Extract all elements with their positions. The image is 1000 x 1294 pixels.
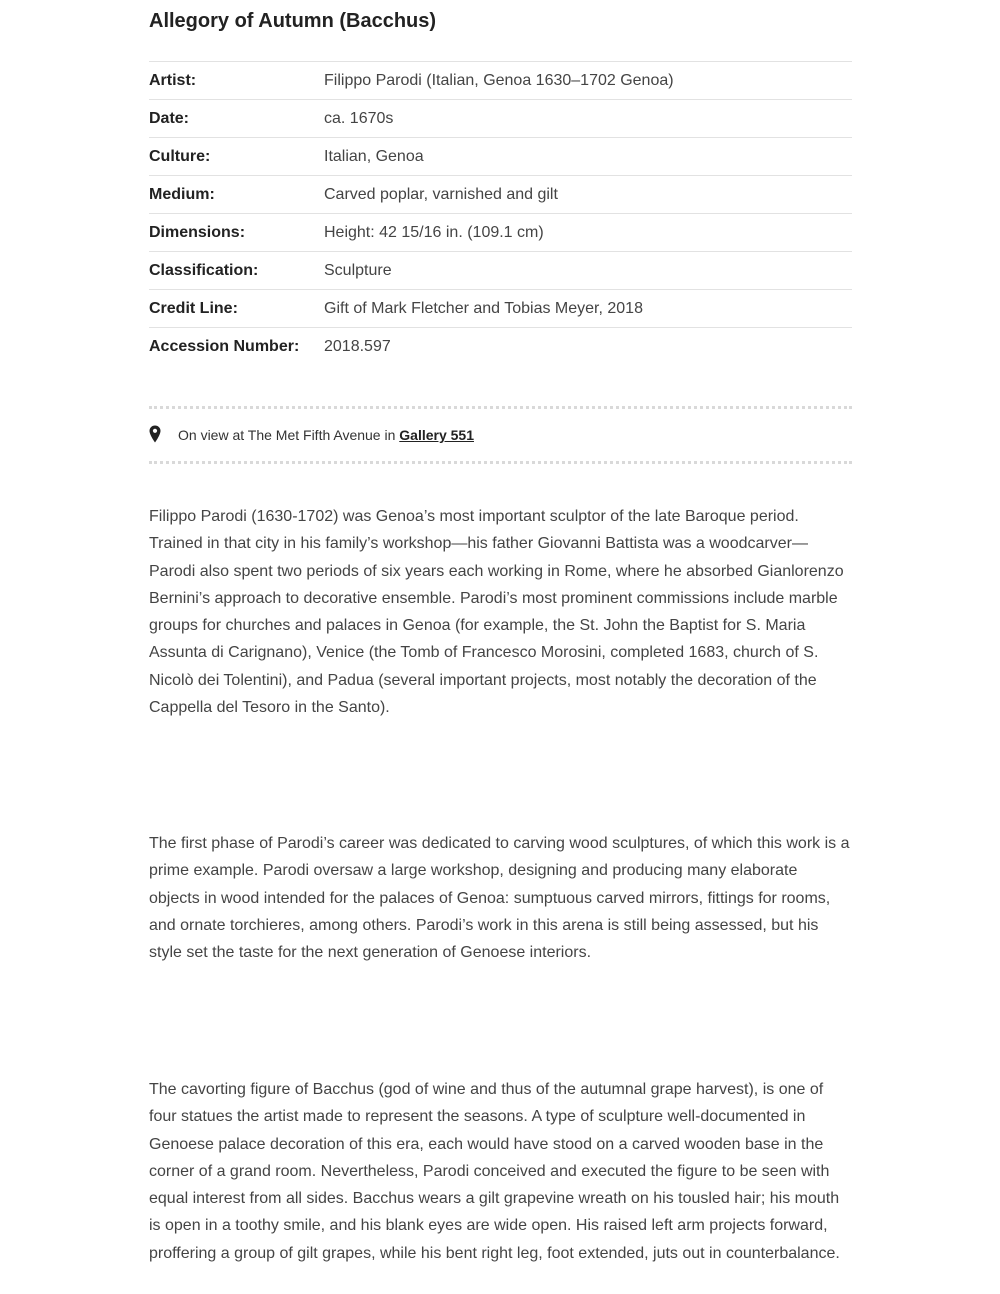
description-paragraph: Filippo Parodi (1630-1702) was Genoa’s most important sculptor of the late Baroque period. Trained in that city in his family’s workshop—his father Giovanni Battista was a woodcarver—Parodi also spent two periods of six years each working in Rome, where he absorbed Gianlorenzo Bernini’s approach to decorative ensemble. Parodi’s most prominent commissions include marble groups for churches and palaces in Genoa (for example, the St. John the Baptist for S. Maria Assunta di Carignano), Venice (the Tomb of Francesco Morosini, completed 1683, church of S. Nicolò dei Tolentini), and Padua (several important projects, most notably the decoration of the Cappella del Tesoro in the Santo). [149, 508, 844, 717]
on-view-text [178, 427, 474, 443]
fact-value: ca. 1670s [324, 109, 394, 127]
fact-row-date [149, 100, 852, 138]
on-view-prefix: On view at The Met Fifth Avenue in [178, 427, 400, 443]
fact-value: Height: 42 15/16 in. (109.1 cm) [324, 223, 544, 241]
fact-label: Credit Line: [149, 299, 238, 317]
fact-label: Accession Number: [149, 337, 300, 355]
fact-row-artist [149, 62, 852, 100]
fact-row-medium [149, 176, 852, 214]
fact-row-credit-line [149, 290, 852, 328]
description-paragraph: The cavorting figure of Bacchus (god of wine and thus of the autumnal grape harvest), is one of four statues the artist made to represent the seasons. A type of sculpture well-documented in Genoese palace decoration of this era, each would have stood on a carved wooden base in the corner of a grand room. Nevertheless, Parodi conceived and executed the figure to be seen with equal interest from all sides. Bacchus wears a gilt grapevine wreath on his tousled hair; his mouth is open in a toothy smile, and his blank eyes are wide open. His raised left arm projects forward, proffering a group of gilt grapes, while his bent right leg, foot extended, juts out in counterbalance. [149, 1081, 840, 1262]
fact-row-accession-number [149, 328, 852, 365]
object-facts-table [149, 61, 852, 365]
fact-value: 2018.597 [324, 337, 391, 355]
fact-row-dimensions [149, 214, 852, 252]
fact-value: Gift of Mark Fletcher and Tobias Meyer, 2018 [324, 299, 643, 317]
fact-label: Date: [149, 109, 190, 127]
fact-value: Carved poplar, varnished and gilt [324, 185, 558, 203]
fact-row-culture [149, 138, 852, 176]
object-title: Allegory of Autumn (Bacchus) [149, 10, 437, 32]
fact-row-classification [149, 252, 852, 290]
fact-label: Dimensions: [149, 223, 246, 241]
fact-value: Filippo Parodi (Italian, Genoa 1630–1702 Genoa) [324, 71, 674, 89]
description-paragraph: The first phase of Parodi’s career was dedicated to carving wood sculptures, of which this work is a prime example. Parodi oversaw a large workshop, designing and producing many elaborate objects in wood intended for the palaces of Genoa: sumptuous carved mirrors, fittings for rooms, and ornate torchieres, among others. Parodi’s work in this arena is still being assessed, but his style set the taste for the next generation of Genoese interiors. [149, 835, 850, 962]
map-pin-icon [149, 425, 161, 443]
fact-value: Sculpture [324, 261, 392, 279]
fact-value: Italian, Genoa [324, 147, 424, 165]
fact-label: Classification: [149, 261, 259, 279]
gallery-link[interactable]: Gallery 551 [399, 427, 474, 443]
fact-label: Artist: [149, 71, 197, 89]
on-view-banner [149, 406, 852, 464]
fact-label: Medium: [149, 185, 215, 203]
fact-label: Culture: [149, 147, 211, 165]
